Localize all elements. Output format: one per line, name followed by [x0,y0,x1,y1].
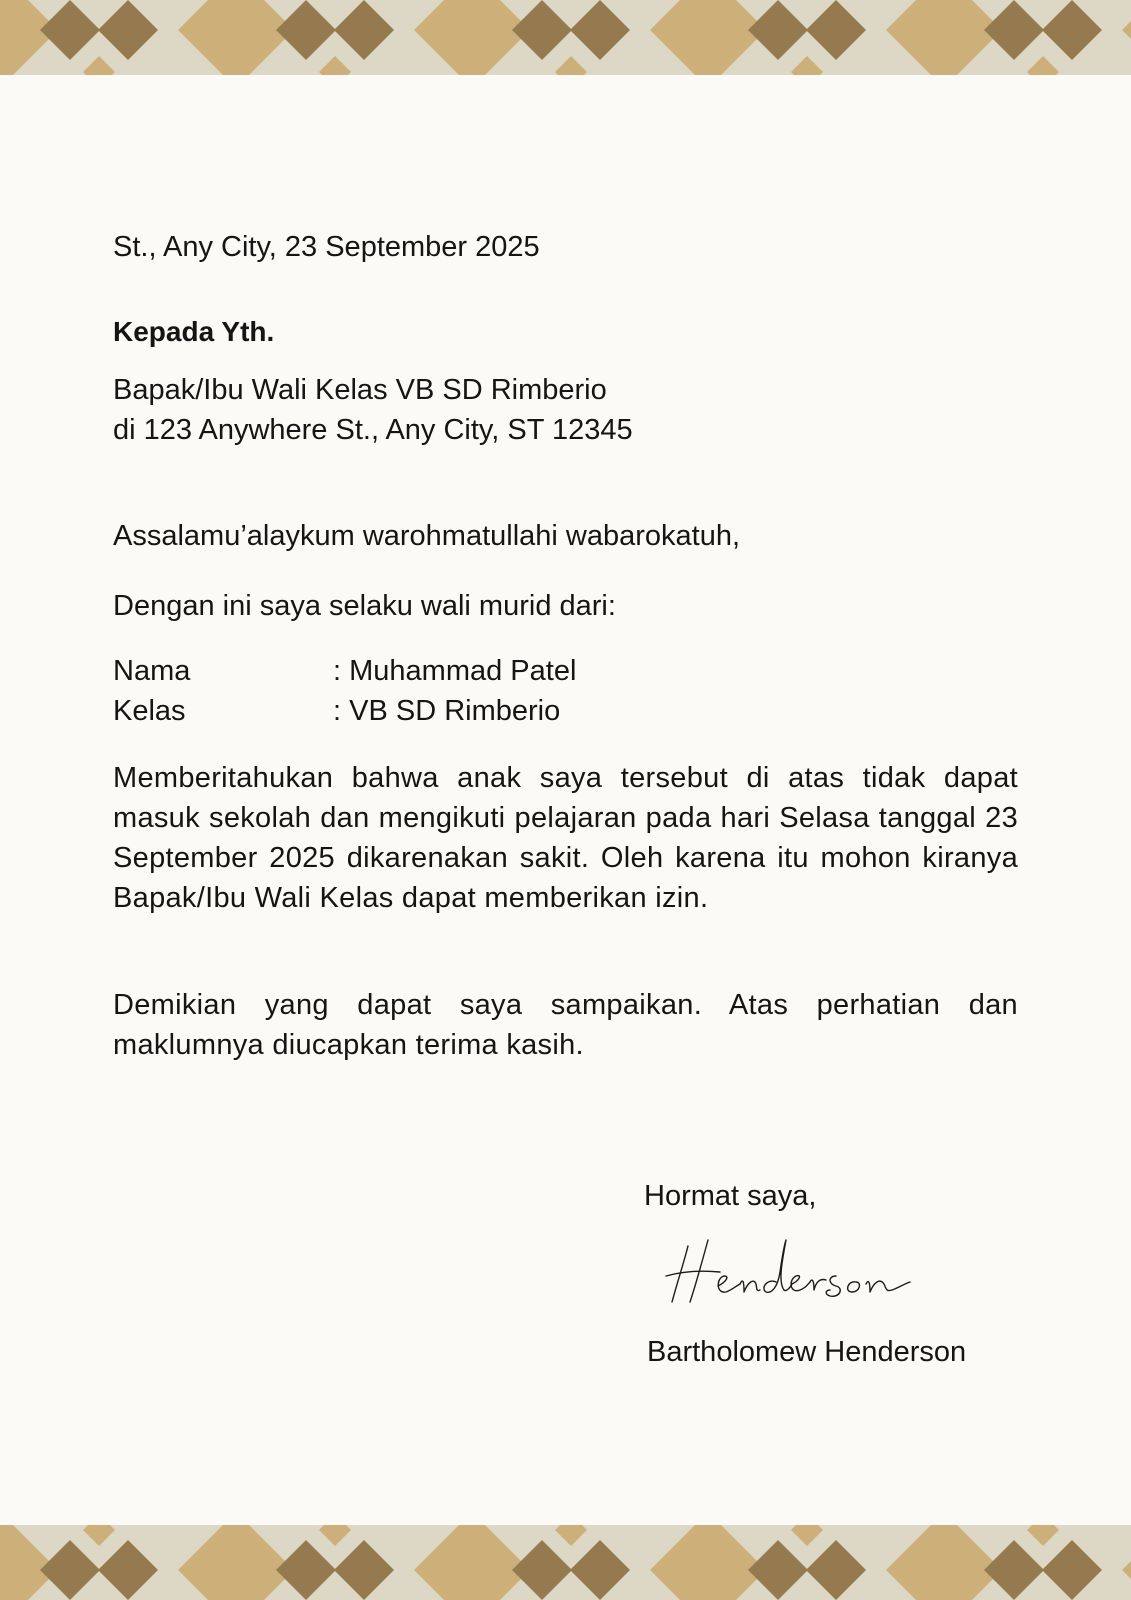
diamond-pattern-bottom [0,1525,1131,1600]
closing-salutation: Hormat saya, [644,1180,817,1212]
handwritten-signature [660,1232,920,1312]
student-class-row [113,691,576,731]
diamond-pattern-top [0,0,1131,75]
greeting: Assalamu’alaykum warohmatullahi wabarokatuh, [113,520,741,552]
student-details [113,651,576,731]
signer-name: Bartholomew Henderson [647,1336,967,1368]
body-paragraph: Memberitahukan bahwa anak saya tersebut di atas tidak dapat masuk sekolah dan mengikuti pelajaran pada hari Selasa tanggal 23 September 2025 dikarenakan sakit. Oleh karena itu mohon kiranya Bapak/Ibu Wali Kelas dapat memberikan izin. [113,762,1018,914]
name-label: Nama [113,655,191,687]
recipient-line: di 123 Anywhere St., Any City, ST 12345 [113,414,633,446]
class-value: : VB SD Rimberio [333,695,561,727]
recipient-line: Bapak/Ibu Wali Kelas VB SD Rimberio [113,374,607,406]
name-value: : Muhammad Patel [333,655,577,687]
top-decorative-border [0,0,1131,75]
recipient-heading: Kepada Yth. [113,316,275,347]
closing-paragraph: Demikian yang dapat saya sampaikan. Atas perhatian dan maklumnya diucapkan terima kasih. [113,989,1018,1061]
intro-line: Dengan ini saya selaku wali murid dari: [113,590,616,622]
class-label: Kelas [113,695,186,727]
student-name-row [113,651,576,691]
bottom-decorative-border [0,1525,1131,1600]
date-line: St., Any City, 23 September 2025 [113,231,540,263]
recipient-address [113,370,633,450]
